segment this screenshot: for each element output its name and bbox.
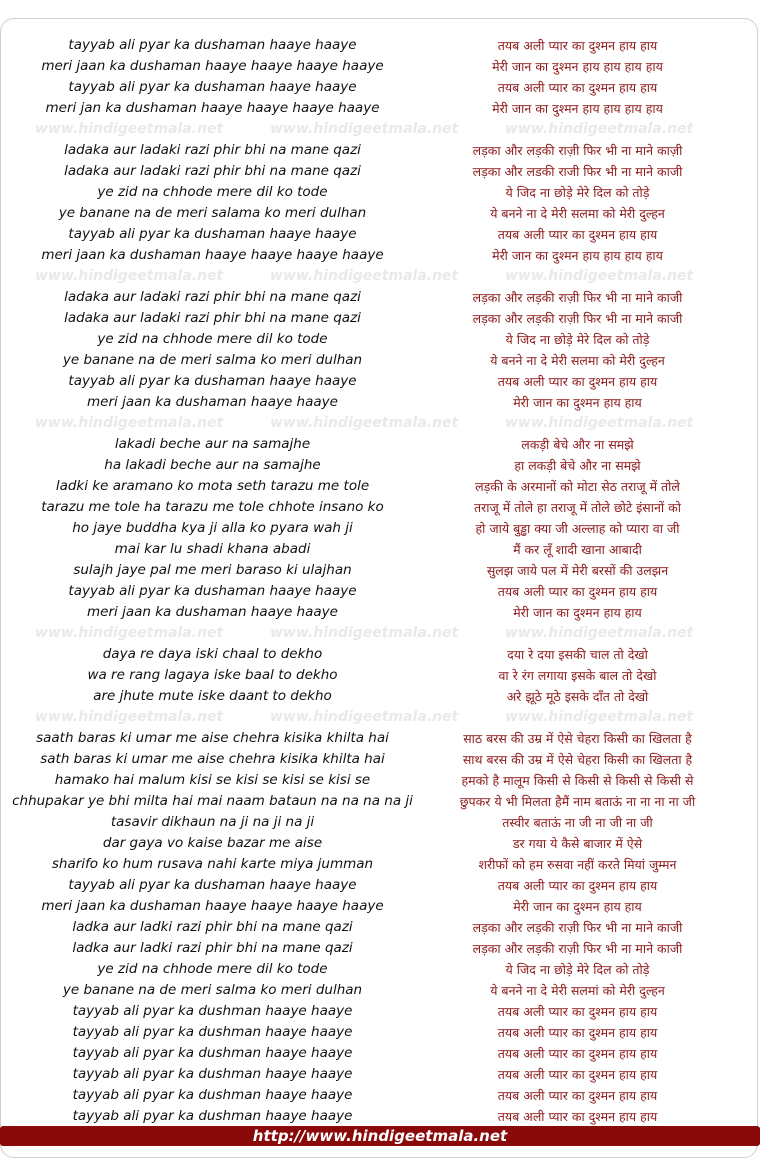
lyric-line bbox=[0, 1085, 760, 1106]
lyric-line bbox=[0, 833, 760, 854]
lyric-hindi: तयब अली प्यार का दुश्मन हाय हाय bbox=[497, 1067, 658, 1082]
lyric-hindi: लड़का और लड़की राज़ी फिर भी ना माने काजी bbox=[472, 941, 683, 956]
lyric-hindi: अरे झूठे मूठे इसके दाँत तो देखो bbox=[506, 689, 649, 704]
lyric-line bbox=[0, 938, 760, 959]
lyric-hindi: तयब अली प्यार का दुश्मन हाय हाय bbox=[497, 878, 658, 893]
lyric-line bbox=[0, 77, 760, 98]
lyric-hindi: वा रे रंग लगाया इसके बाल तो देखो bbox=[498, 668, 657, 683]
lyric-line bbox=[0, 434, 760, 455]
watermark-text: www.hindigeetmala.net bbox=[35, 121, 224, 137]
watermark-text: www.hindigeetmala.net bbox=[35, 415, 224, 431]
lyric-line bbox=[0, 476, 760, 497]
watermark-text: www.hindigeetmala.net bbox=[270, 121, 459, 137]
lyric-line bbox=[0, 770, 760, 791]
lyric-line bbox=[0, 245, 760, 266]
lyric-hindi: मेरी जान का दुश्मन हाय हाय हाय हाय bbox=[492, 101, 663, 116]
lyric-english: ye zid na chhode mere dil ko tode bbox=[97, 331, 328, 347]
lyric-hindi: साठ बरस की उम्र में ऐसे चेहरा किसी का खिलता है bbox=[463, 731, 692, 746]
lyric-english: tayyab ali pyar ka dushaman haaye haaye bbox=[68, 37, 357, 53]
lyric-line bbox=[0, 203, 760, 224]
lyric-line bbox=[0, 560, 760, 581]
lyric-english: sulajh jaye pal me meri baraso ki ulajhan bbox=[73, 562, 352, 578]
lyric-line bbox=[0, 602, 760, 623]
lyric-line bbox=[0, 329, 760, 350]
watermark-text: www.hindigeetmala.net bbox=[505, 121, 694, 137]
lyric-english: tayyab ali pyar ka dushaman haaye haaye bbox=[68, 373, 357, 389]
lyric-line bbox=[0, 749, 760, 770]
lyric-english: tayyab ali pyar ka dushaman haaye haaye bbox=[68, 877, 357, 893]
lyric-line bbox=[0, 791, 760, 812]
lyric-hindi: तस्वीर बताऊं ना जी ना जी ना जी bbox=[502, 815, 653, 830]
lyric-hindi: मेरी जान का दुश्मन हाय हाय हाय हाय bbox=[492, 248, 663, 263]
lyric-english: ye zid na chhode mere dil ko tode bbox=[97, 184, 328, 200]
lyric-hindi: ये जिद ना छोड़े मेरे दिल को तोड़े bbox=[505, 962, 650, 977]
lyric-hindi: तयब अली प्यार का दुश्मन हाय हाय bbox=[497, 1004, 658, 1019]
lyric-line bbox=[0, 392, 760, 413]
lyric-english: dar gaya vo kaise bazar me aise bbox=[102, 835, 323, 851]
lyric-line bbox=[0, 1106, 760, 1127]
lyric-english: ladka aur ladki razi phir bhi na mane qazi bbox=[72, 940, 353, 956]
lyric-english: ye zid na chhode mere dil ko tode bbox=[97, 961, 328, 977]
lyric-english: ha lakadi beche aur na samajhe bbox=[104, 457, 321, 473]
lyric-english: tayyab ali pyar ka dushaman haaye haaye bbox=[68, 79, 357, 95]
lyric-english: tayyab ali pyar ka dushman haaye haaye bbox=[72, 1003, 353, 1019]
lyric-hindi: हा लकड़ी बेचे और ना समझे bbox=[514, 458, 641, 473]
watermark bbox=[0, 707, 760, 728]
lyric-line bbox=[0, 1064, 760, 1085]
watermark-row bbox=[0, 266, 760, 287]
lyric-english: tayyab ali pyar ka dushaman haaye haaye bbox=[68, 226, 357, 242]
lyric-hindi: लड़की के अरमानों को मोटा सेठ तराजू में तोले bbox=[475, 479, 680, 494]
watermark-text: www.hindigeetmala.net bbox=[505, 709, 694, 725]
lyric-line bbox=[0, 308, 760, 329]
lyric-hindi: लकड़ी बेचे और ना समझे bbox=[521, 437, 634, 452]
watermark bbox=[0, 119, 760, 140]
lyrics-container bbox=[0, 35, 760, 1127]
lyric-hindi: तराजू में तोले हा तराजू में तोले छोटे इंसानों को bbox=[474, 500, 681, 515]
lyric-hindi: ये बनने ना दे मेरी सलमा को मेरी दुल्हन bbox=[490, 353, 665, 368]
lyric-english: meri jaan ka dushaman haaye haaye haaye haaye bbox=[41, 898, 384, 914]
lyric-english: chhupakar ye bhi milta hai mai naam bataun na na na na ji bbox=[12, 793, 413, 809]
lyric-english: ye banane na de meri salama ko meri dulhan bbox=[58, 205, 367, 221]
watermark-row bbox=[0, 623, 760, 644]
lyric-hindi: लड़का और लड़की राज़ी फिर भी ना माने काजी bbox=[472, 290, 683, 305]
lyric-line bbox=[0, 287, 760, 308]
lyric-line bbox=[0, 455, 760, 476]
lyric-english: tarazu me tole ha tarazu me tole chhote insano ko bbox=[41, 499, 384, 515]
watermark-row bbox=[0, 707, 760, 728]
lyric-hindi: छुपकर ये भी मिलता हैमैं नाम बताऊं ना ना ना ना जी bbox=[459, 794, 696, 809]
lyric-line bbox=[0, 539, 760, 560]
lyric-english: meri jaan ka dushaman haaye haaye bbox=[87, 394, 338, 410]
lyric-hindi: हमको है मालूम किसी से किसी से किसी से किसी से bbox=[461, 773, 694, 788]
lyric-hindi: दया रे दया इसकी चाल तो देखो bbox=[507, 647, 648, 662]
lyric-english: tayyab ali pyar ka dushaman haaye haaye bbox=[68, 583, 357, 599]
lyric-hindi: तयब अली प्यार का दुश्मन हाय हाय bbox=[497, 227, 658, 242]
watermark-text: www.hindigeetmala.net bbox=[270, 268, 459, 284]
lyric-line bbox=[0, 959, 760, 980]
lyric-line bbox=[0, 644, 760, 665]
lyric-english: tasavir dikhaun na ji na ji na ji bbox=[110, 814, 315, 830]
lyric-english: lakadi beche aur na samajhe bbox=[114, 436, 311, 452]
watermark-text: www.hindigeetmala.net bbox=[35, 625, 224, 641]
lyric-hindi: लड़का और लड़की राज़ी फिर भी ना माने काज़ी bbox=[472, 143, 683, 158]
lyric-english: ladaka aur ladaki razi phir bhi na mane qazi bbox=[64, 310, 361, 326]
lyric-english: tayyab ali pyar ka dushman haaye haaye bbox=[72, 1108, 353, 1124]
lyric-line bbox=[0, 665, 760, 686]
lyric-hindi: डर गया ये कैसे बाजार में ऐसे bbox=[512, 836, 643, 851]
lyric-english: hamako hai malum kisi se kisi se kisi se kisi se bbox=[54, 772, 371, 788]
lyric-line bbox=[0, 140, 760, 161]
lyric-hindi: हो जाये बुड्ढा क्या जी अल्लाह को प्यारा वा जी bbox=[475, 521, 680, 536]
lyric-line bbox=[0, 896, 760, 917]
lyric-hindi: सुलझ जाये पल में मेरी बरसों की उलझन bbox=[486, 563, 669, 578]
lyric-line bbox=[0, 497, 760, 518]
lyric-line bbox=[0, 728, 760, 749]
lyric-hindi: लड़का और लड़की राज़ी फिर भी ना माने काजी bbox=[472, 920, 683, 935]
lyric-line bbox=[0, 371, 760, 392]
lyric-hindi: ये बनने ना दे मेरी सलमा को मेरी दुल्हन bbox=[490, 206, 665, 221]
lyric-english: ladaka aur ladaki razi phir bhi na mane qazi bbox=[64, 142, 361, 158]
lyric-english: tayyab ali pyar ka dushman haaye haaye bbox=[72, 1087, 353, 1103]
lyric-line bbox=[0, 1022, 760, 1043]
lyric-line bbox=[0, 686, 760, 707]
lyric-hindi: ये जिद ना छोड़े मेरे दिल को तोड़े bbox=[505, 185, 650, 200]
lyric-english: sath baras ki umar me aise chehra kisika khilta hai bbox=[40, 751, 385, 767]
watermark bbox=[0, 623, 760, 644]
lyric-line bbox=[0, 56, 760, 77]
lyric-hindi: तयब अली प्यार का दुश्मन हाय हाय bbox=[497, 38, 658, 53]
lyric-hindi: तयब अली प्यार का दुश्मन हाय हाय bbox=[497, 1025, 658, 1040]
lyric-hindi: तयब अली प्यार का दुश्मन हाय हाय bbox=[497, 584, 658, 599]
lyric-line bbox=[0, 917, 760, 938]
watermark-text: www.hindigeetmala.net bbox=[35, 268, 224, 284]
watermark-text: www.hindigeetmala.net bbox=[505, 415, 694, 431]
lyric-english: meri jaan ka dushaman haaye haaye bbox=[87, 604, 338, 620]
lyric-english: ye banane na de meri salma ko meri dulhan bbox=[62, 352, 363, 368]
watermark-text: www.hindigeetmala.net bbox=[505, 625, 694, 641]
lyric-hindi: ये बनने ना दे मेरी सलमां को मेरी दुल्हन bbox=[490, 983, 665, 998]
lyric-english: ladka aur ladki razi phir bhi na mane qazi bbox=[72, 919, 353, 935]
lyric-english: saath baras ki umar me aise chehra kisika khilta hai bbox=[36, 730, 389, 746]
footer-bar bbox=[0, 1126, 760, 1146]
lyric-english: ladki ke aramano ko mota seth tarazu me tole bbox=[55, 478, 370, 494]
lyric-hindi: तयब अली प्यार का दुश्मन हाय हाय bbox=[497, 1088, 658, 1103]
lyric-line bbox=[0, 581, 760, 602]
lyric-line bbox=[0, 35, 760, 56]
lyric-hindi: शरीफों को हम रुसवा नहीं करते मियां जुम्मन bbox=[478, 857, 677, 872]
lyric-line bbox=[0, 224, 760, 245]
lyric-line bbox=[0, 1043, 760, 1064]
lyric-english: meri jaan ka dushaman haaye haaye haaye haaye bbox=[41, 58, 384, 74]
watermark bbox=[0, 413, 760, 434]
lyric-line bbox=[0, 518, 760, 539]
lyric-english: sharifo ko hum rusava nahi karte miya jumman bbox=[51, 856, 374, 872]
lyric-hindi: मेरी जान का दुश्मन हाय हाय bbox=[513, 395, 642, 410]
lyric-hindi: मेरी जान का दुश्मन हाय हाय bbox=[513, 899, 642, 914]
lyric-hindi: ये जिद ना छोड़े मेरे दिल को तोड़े bbox=[505, 332, 650, 347]
watermark-text: www.hindigeetmala.net bbox=[270, 625, 459, 641]
lyric-english: tayyab ali pyar ka dushman haaye haaye bbox=[72, 1066, 353, 1082]
watermark-row bbox=[0, 413, 760, 434]
watermark bbox=[0, 266, 760, 287]
lyric-english: tayyab ali pyar ka dushman haaye haaye bbox=[72, 1045, 353, 1061]
lyric-english: ho jaye buddha kya ji alla ko pyara wah ji bbox=[72, 520, 353, 536]
lyric-english: daya re daya iski chaal to dekho bbox=[102, 646, 323, 662]
watermark-text: www.hindigeetmala.net bbox=[270, 415, 459, 431]
lyric-english: mai kar lu shadi khana abadi bbox=[114, 541, 311, 557]
lyric-hindi: मेरी जान का दुश्मन हाय हाय bbox=[513, 605, 642, 620]
lyric-english: ye banane na de meri salma ko meri dulhan bbox=[62, 982, 363, 998]
lyric-english: meri jaan ka dushaman haaye haaye haaye haaye bbox=[41, 247, 384, 263]
footer-url[interactable]: http://www.hindigeetmala.net bbox=[252, 1127, 508, 1145]
lyric-line bbox=[0, 812, 760, 833]
lyric-line bbox=[0, 182, 760, 203]
lyric-english: tayyab ali pyar ka dushman haaye haaye bbox=[72, 1024, 353, 1040]
lyric-hindi: साथ बरस की उम्र में ऐसे चेहरा किसी का खिलता है bbox=[462, 752, 693, 767]
lyric-line bbox=[0, 350, 760, 371]
lyric-hindi: तयब अली प्यार का दुश्मन हाय हाय bbox=[497, 1046, 658, 1061]
lyric-hindi: लड़का और लडकी राजी फिर भी ना माने काजी bbox=[472, 164, 683, 179]
lyric-line bbox=[0, 1001, 760, 1022]
lyric-english: ladaka aur ladaki razi phir bhi na mane qazi bbox=[64, 163, 361, 179]
lyric-hindi: तयब अली प्यार का दुश्मन हाय हाय bbox=[497, 80, 658, 95]
lyric-line bbox=[0, 98, 760, 119]
lyric-english: meri jan ka dushaman haaye haaye haaye haaye bbox=[45, 100, 380, 116]
lyric-line bbox=[0, 854, 760, 875]
watermark-text: www.hindigeetmala.net bbox=[505, 268, 694, 284]
watermark-text: www.hindigeetmala.net bbox=[270, 709, 459, 725]
lyric-english: wa re rang lagaya iske baal to dekho bbox=[87, 667, 338, 683]
watermark-row bbox=[0, 119, 760, 140]
lyric-english: ladaka aur ladaki razi phir bhi na mane qazi bbox=[64, 289, 361, 305]
lyric-hindi: तयब अली प्यार का दुश्मन हाय हाय bbox=[497, 1109, 658, 1124]
watermark-text: www.hindigeetmala.net bbox=[35, 709, 224, 725]
lyric-line bbox=[0, 875, 760, 896]
lyric-line bbox=[0, 980, 760, 1001]
lyric-hindi: मेरी जान का दुश्मन हाय हाय हाय हाय bbox=[492, 59, 663, 74]
lyric-hindi: लड़का और लड़की राज़ी फिर भी ना माने काजी bbox=[472, 311, 683, 326]
lyric-hindi: तयब अली प्यार का दुश्मन हाय हाय bbox=[497, 374, 658, 389]
lyric-line bbox=[0, 161, 760, 182]
lyric-english: are jhute mute iske daant to dekho bbox=[93, 688, 332, 704]
lyric-hindi: मैं कर लूँ शादी खाना आबादी bbox=[513, 542, 642, 557]
